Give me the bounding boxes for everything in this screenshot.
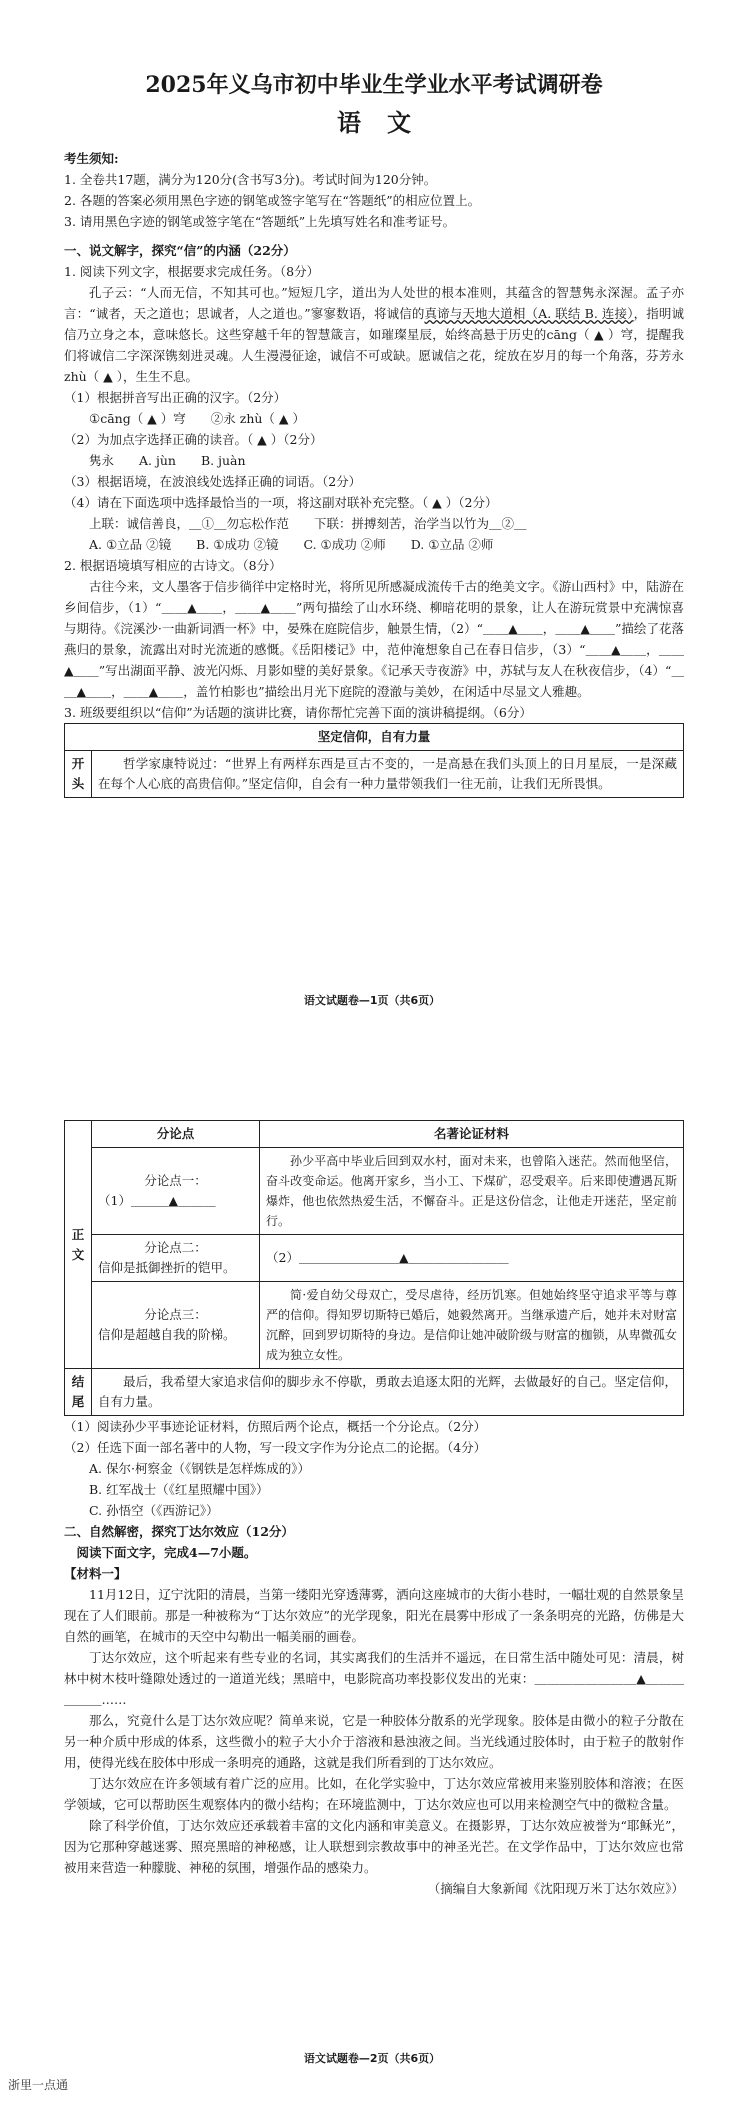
m1-paragraph-4: 丁达尔效应在许多领域有着广泛的应用。比如，在化学实验中，丁达尔效应常被用来鉴别胶体和溶液；在医学领域，它可以帮助医生观察体内的微小结构；在环境监测中，丁达尔效应也可以用来检测空气中的微粒含量。 xyxy=(64,1776,684,1812)
m1-paragraph-2-blank: ＿＿＿＿＿＿＿＿▲＿＿＿＿＿＿…… xyxy=(64,1671,684,1707)
col-header-subpoint: 分论点 xyxy=(92,1121,260,1148)
q3-sub2: （2）任选下面一部名著中的人物，写一段文字作为分论点二的论据。（4分） xyxy=(64,1440,487,1455)
speech-title: 坚定信仰，自有力量 xyxy=(65,724,684,751)
notice-item: 1. 全卷共17题，满分为120分(含书写3分)。考试时间为120分钟。 xyxy=(64,172,437,187)
q1-sub2: （2）为加点字选择正确的读音。（ ▲ ）（2分） xyxy=(64,432,323,447)
notice-title: 考生须知: xyxy=(64,151,119,166)
q1-sub4: （4）请在下面选项中选择最恰当的一项，将这副对联补充完整。（ ▲ ）（2分） xyxy=(64,495,498,510)
page-footer: 语文试题卷—1页（共6页） xyxy=(303,994,441,1007)
m1-paragraph-2-text: 丁达尔效应，这个听起来有些专业的名词，其实离我们的生活并不遥远，在日常生活中随处可见：清晨，树林中树木枝叶缝隙处透过的一道道光线；黑暗中，电影院高功率投影仪发出的光束： xyxy=(64,1650,684,1686)
q1-passage-part-a: 孔子云：“人而无信，不知其可也。”短短几字，道出为人处世的根本准则，其蕴含的智慧隽永深渥。孟子亦言：“诚者，天之道也；思诚者，人之道也。”寥寥数语，将诚信的 xyxy=(64,285,684,321)
q1-wavy-phrase: 真谛与天地大道相（A. 联结 B. 连接） xyxy=(424,306,634,321)
q3-option-a: A. 保尔·柯察金（《钢铁是怎样炼成的》） xyxy=(89,1461,310,1476)
subpoint-1-cell xyxy=(92,1148,260,1235)
m1-paragraph-2 xyxy=(64,1647,684,1710)
q1-passage-part-b: ，指明诚信乃立身之本，意味悠长。这些穿越千年的智慧箴言，如璀璨星辰，始终高悬于历史的cāng（ ▲ ）穹，提醒我们将诚信二字深深镌刻进灵魂。人生漫漫征途，诚信不可或缺。愿诚信之花，绽放在岁月的每一个角落，芬芳永zhù（ ▲ ），生生不息。 xyxy=(64,306,684,384)
exam-page-1 xyxy=(0,0,744,1020)
col-header-material: 名著论证材料 xyxy=(260,1121,684,1148)
speech-outline-table-body xyxy=(64,1120,684,1416)
q1-sub1-items: ①cāng（ ▲ ）穹 ②永 zhù（ ▲ ） xyxy=(89,411,305,426)
material1-label: 【材料一】 xyxy=(64,1566,127,1581)
subpoint-1-blank: （1）＿＿＿▲＿＿＿ xyxy=(98,1193,216,1208)
q3-option-c: C. 孙悟空（《西游记》） xyxy=(89,1503,219,1518)
speech-open-text: 哲学家康特说过：“世界上有两样东西是亘古不变的，一是高悬在我们头顶上的日月星辰，一是深藏在每个人心底的高贵信仰。”坚定信仰，自会有一种力量带领我们一往无前，让我们无所畏惧。 xyxy=(92,751,684,798)
subpoint-2-text: 信仰是抵御挫折的铠甲。 xyxy=(98,1260,236,1275)
q1-sub1: （1）根据拼音写出正确的汉字。（2分） xyxy=(64,390,287,405)
q1-sub4-options: A. ①立品 ②镜 B. ①成功 ②镜 C. ①成功 ②师 D. ①立品 ②师 xyxy=(89,537,494,552)
q1-stem: 1. 阅读下列文字，根据要求完成任务。（8分） xyxy=(64,264,320,279)
subpoint-3-text: 信仰是超越自我的阶梯。 xyxy=(98,1327,236,1342)
body-label: 正文 xyxy=(65,1121,92,1369)
subpoint-3-cell xyxy=(92,1282,260,1369)
end-label: 结尾 xyxy=(65,1369,92,1416)
page-footer: 语文试题卷—2页（共6页） xyxy=(303,2052,441,2065)
speech-outline-table-top xyxy=(64,723,684,798)
section2-title: 二、自然解密，探究丁达尔效应（12分） xyxy=(64,1524,294,1539)
subpoint-2-cell xyxy=(92,1235,260,1282)
end-text: 最后，我希望大家追求信仰的脚步永不停歇，勇敢去追逐太阳的光辉，去做最好的自己。坚定信仰，自有力量。 xyxy=(92,1369,684,1416)
m1-paragraph-1: 11月12日，辽宁沈阳的清晨，当第一缕阳光穿透薄雾，洒向这座城市的大街小巷时，一幅壮观的自然景象呈现在了人们眼前。那是一种被称为“丁达尔效应”的光学现象，阳光在晨雾中形成了一条条明亮的光路，仿佛是大自然的画笔，在城市的天空中勾勒出一幅美丽的画卷。 xyxy=(64,1587,684,1644)
exam-title: 2025年义乌市初中毕业生学业水平考试调研卷 xyxy=(145,72,603,98)
read-prompt: 阅读下面文字，完成4—7小题。 xyxy=(76,1545,257,1560)
exam-subject: 语文 xyxy=(337,108,437,137)
exam-page-2 xyxy=(0,1120,744,2080)
material-1: 孙少平高中毕业后回到双水村，面对未来，也曾陷入迷茫。然而他坚信，奋斗改变命运。他离开家乡，当小工、下煤矿，忍受艰辛。后来即使遭遇瓦斯爆炸，他也依然热爱生活，不懈奋斗。正是这份信念，让他走开迷茫，坚定前行。 xyxy=(260,1148,684,1235)
m1-source: （摘编自大象新闻《沈阳现万米丁达尔效应》） xyxy=(427,1881,684,1896)
notice-item: 3. 请用黑色字迹的钢笔或签字笔在“答题纸”上先填写姓名和准考证号。 xyxy=(64,214,456,229)
subpoint-1-prefix: 分论点一： xyxy=(144,1173,207,1188)
subpoint-3-prefix: 分论点三： xyxy=(144,1307,207,1322)
m1-paragraph-5: 除了科学价值，丁达尔效应还承载着丰富的文化内涵和审美意义。在摄影界，丁达尔效应被誉为“耶稣光”，因为它那种穿越迷雾、照亮黑暗的神秘感，让人联想到宗教故事中的神圣光芒。在文学作品中，丁达尔效应也常被用来营造一种朦胧、神秘的氛围，增强作品的感染力。 xyxy=(64,1818,684,1875)
q2-stem: 2. 根据语境填写相应的古诗文。（8分） xyxy=(64,558,282,573)
q3-option-b: B. 红军战士（《红星照耀中国》） xyxy=(89,1482,269,1497)
q1-sub2-items: 隽永 A. jùn B. juàn xyxy=(89,453,246,468)
m1-paragraph-3: 那么，究竟什么是丁达尔效应呢？简单来说，它是一种胶体分散系的光学现象。胶体是由微小的粒子分散在另一种介质中形成的体系，这些微小的粒子大小介于溶液和悬浊液之间。当光线通过胶体时，由于粒子的散射作用，使得光线在胶体中形成一条明亮的通路，这就是我们所看到的丁达尔效应。 xyxy=(64,1713,684,1770)
material-3: 简·爱自幼父母双亡，受尽虐待，经历饥寒。但她始终坚守追求平等与尊严的信仰。得知罗切斯特已婚后，她毅然离开。当继承遗产后，她并未对财富沉醉，回到罗切斯特的身边。是信仰让她冲破阶级与财富的枷锁，从卑微孤女成为独立女性。 xyxy=(260,1282,684,1369)
subpoint-2-prefix: 分论点二： xyxy=(144,1240,207,1255)
notice-item: 2. 各题的答案必须用黑色字迹的钢笔或签字笔写在“答题纸”的相应位置上。 xyxy=(64,193,481,208)
q1-passage xyxy=(64,282,684,387)
section1-title: 一、说文解字，探究“信”的内涵（22分） xyxy=(64,243,296,258)
q3-stem: 3. 班级要组织以“信仰”为话题的演讲比赛，请你帮忙完善下面的演讲稿提纲。（6分） xyxy=(64,705,532,720)
q3-sub1: （1）阅读孙少平事迹论证材料，仿照后两个论点，概括一个分论点。（2分） xyxy=(64,1419,487,1434)
q2-passage: 古往今来，文人墨客于信步徜徉中定格时光，将所见所感凝成流传千古的绝美文字。《游山西村》中，陆游在乡间信步，（1）“＿＿▲＿＿，＿＿▲＿＿”两句描绘了山水环绕、柳暗花明的景象，让人在游玩赏景中充满惊喜与期待。《浣溪沙·一曲新词酒一杯》中，晏殊在庭院信步，触景生情，（2）“＿＿▲＿＿，＿＿▲＿＿”描绘了花落燕归的景象，流露出对时光流逝的感慨。《岳阳楼记》中，范仲淹想象自己在春日信步，（3）“＿＿▲＿＿，＿＿▲＿＿”写出湖面平静、波光闪烁、月影如璧的美好景象。《记承天寺夜游》中，苏轼与友人在秋夜信步，（4）“＿＿▲＿＿，＿＿▲＿＿，盖竹柏影也”描绘出月光下庭院的澄澈与美妙，在闲适中尽显文人雅趣。 xyxy=(64,579,684,699)
material-2: （2）＿＿＿＿＿＿＿＿▲＿＿＿＿＿＿＿＿ xyxy=(260,1235,684,1282)
watermark-text: 浙里一点通 xyxy=(8,2078,69,2092)
q1-sub4-couplet: 上联：诚信善良，＿①＿勿忘松作范 下联：拼搏刻苦，治学当以竹为＿②＿ xyxy=(89,516,527,531)
q1-sub3: （3）根据语境，在波浪线处选择正确的词语。（2分） xyxy=(64,474,362,489)
speech-open-label: 开头 xyxy=(65,751,92,798)
